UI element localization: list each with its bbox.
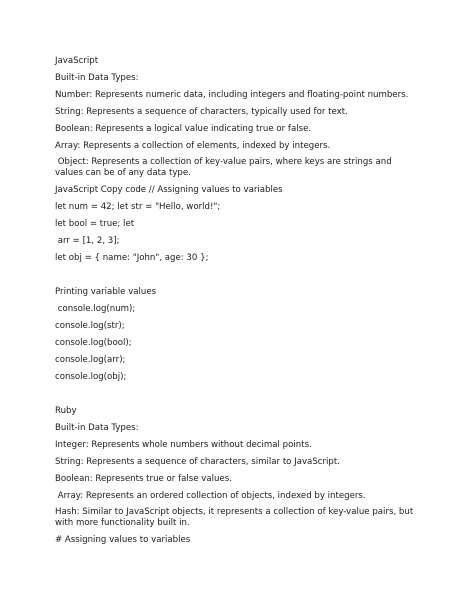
text-line-object: Object: Represents a collection of key-value pairs, where keys are strings and values can be of any data type. (55, 157, 392, 179)
text-line-string: String: Represents a sequence of characters, typically used for text. (55, 107, 348, 117)
text-line-hash: Hash: Similar to JavaScript objects, it represents a collection of key-value pairs, but with more functionality built in. (55, 507, 414, 529)
text-line-array: Array: Represents a collection of elements, indexed by integers. (55, 141, 331, 151)
code-line-bool: let bool = true; let (55, 219, 135, 229)
code-line-log-obj: console.log(obj); (55, 372, 127, 382)
code-line-num-str: let num = 42; let str = "Hello, world!"; (55, 202, 221, 212)
text-line-ruby-string: String: Represents a sequence of characters, similar to JavaScript. (55, 457, 340, 467)
code-line-log-arr: console.log(arr); (55, 355, 126, 365)
subheading-ruby-data-types: Built-in Data Types: (55, 423, 139, 433)
code-line-obj: let obj = { name: "John", age: 30 }; (55, 253, 209, 263)
text-line-number: Number: Represents numeric data, including integers and floating-point numbers. (55, 90, 409, 100)
text-line-ruby-assigning: # Assigning values to variables (55, 535, 191, 545)
text-line-js-copy-code: JavaScript Copy code // Assigning values to variables (55, 185, 283, 195)
text-line-ruby-boolean: Boolean: Represents true or false values. (55, 474, 232, 484)
section-heading-javascript: JavaScript (55, 56, 99, 66)
section-heading-ruby: Ruby (55, 406, 77, 416)
subheading-js-data-types: Built-in Data Types: (55, 73, 139, 83)
subheading-printing-values: Printing variable values (55, 287, 157, 297)
code-line-arr: arr = [1, 2, 3]; (55, 236, 120, 246)
text-line-integer: Integer: Represents whole numbers without decimal points. (55, 440, 312, 450)
text-line-ruby-array: Array: Represents an ordered collection of objects, indexed by integers. (55, 491, 366, 501)
code-line-log-str: console.log(str); (55, 321, 125, 331)
text-line-boolean: Boolean: Represents a logical value indicating true or false. (55, 124, 312, 134)
code-line-log-bool: console.log(bool); (55, 338, 132, 348)
code-line-log-num: console.log(num); (55, 304, 136, 314)
